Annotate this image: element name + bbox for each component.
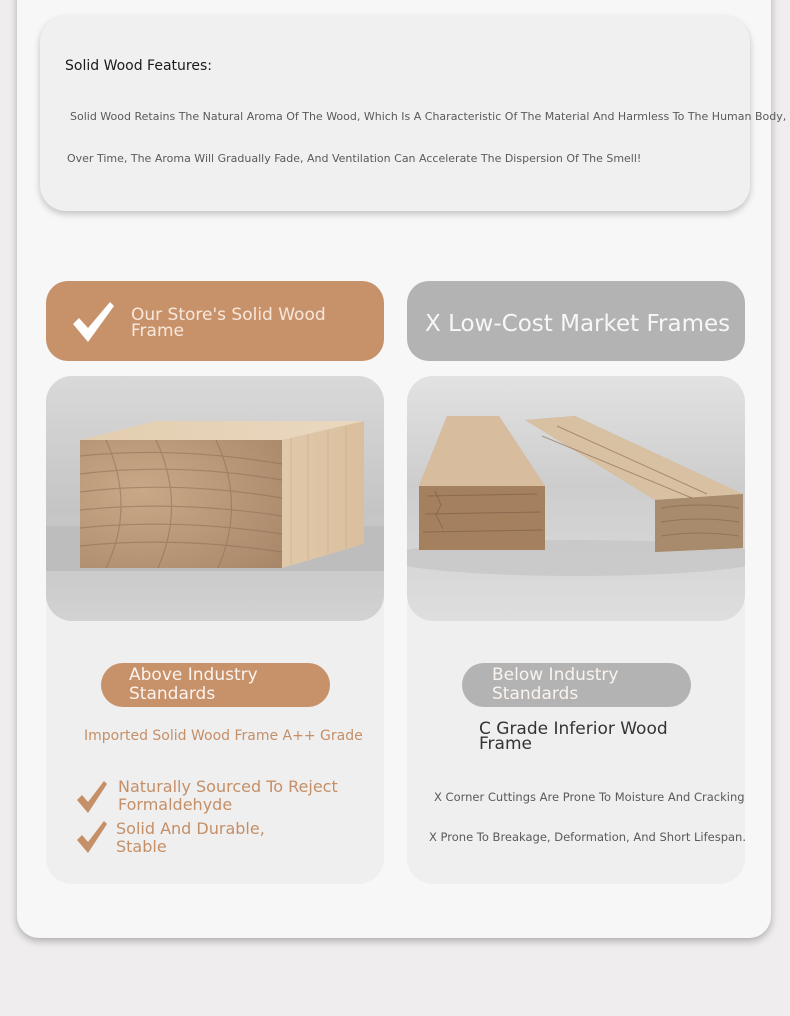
market-frame-grade: C Grade Inferior Wood Frame xyxy=(479,719,668,754)
below-standards-label: Below Industry Standards xyxy=(492,665,619,704)
checkmark-icon xyxy=(70,298,116,344)
con-breakage: X Prone To Breakage, Deformation, And Short Lifespan. xyxy=(429,830,747,844)
features-title: Solid Wood Features: xyxy=(65,58,212,74)
our-frame-grade: Imported Solid Wood Frame A++ Grade xyxy=(84,728,363,744)
features-text-line-1: Solid Wood Retains The Natural Aroma Of The Wood, Which Is A Characteristic Of The Material And Harmless To The Human Body, xyxy=(70,110,787,123)
features-text-line-2: Over Time, The Aroma Will Gradually Fade, And Ventilation Can Accelerate The Dispersion Of The Smell! xyxy=(67,152,642,165)
market-frame-title: X Low-Cost Market Frames xyxy=(425,311,731,337)
con-moisture-cracking: X Corner Cuttings Are Prone To Moisture And Cracking xyxy=(434,790,745,804)
checkmark-icon xyxy=(76,820,108,854)
solid-wood-beam-photo xyxy=(46,376,384,621)
checkmark-icon xyxy=(76,780,108,814)
low-cost-beams-photo xyxy=(407,376,745,621)
benefit-formaldehyde: Naturally Sourced To Reject Formaldehyde xyxy=(118,777,338,814)
our-frame-title: Our Store's Solid Wood Frame xyxy=(131,305,326,341)
benefit-durable: Solid And Durable, Stable xyxy=(116,819,265,856)
above-standards-label: Above Industry Standards xyxy=(129,665,258,704)
